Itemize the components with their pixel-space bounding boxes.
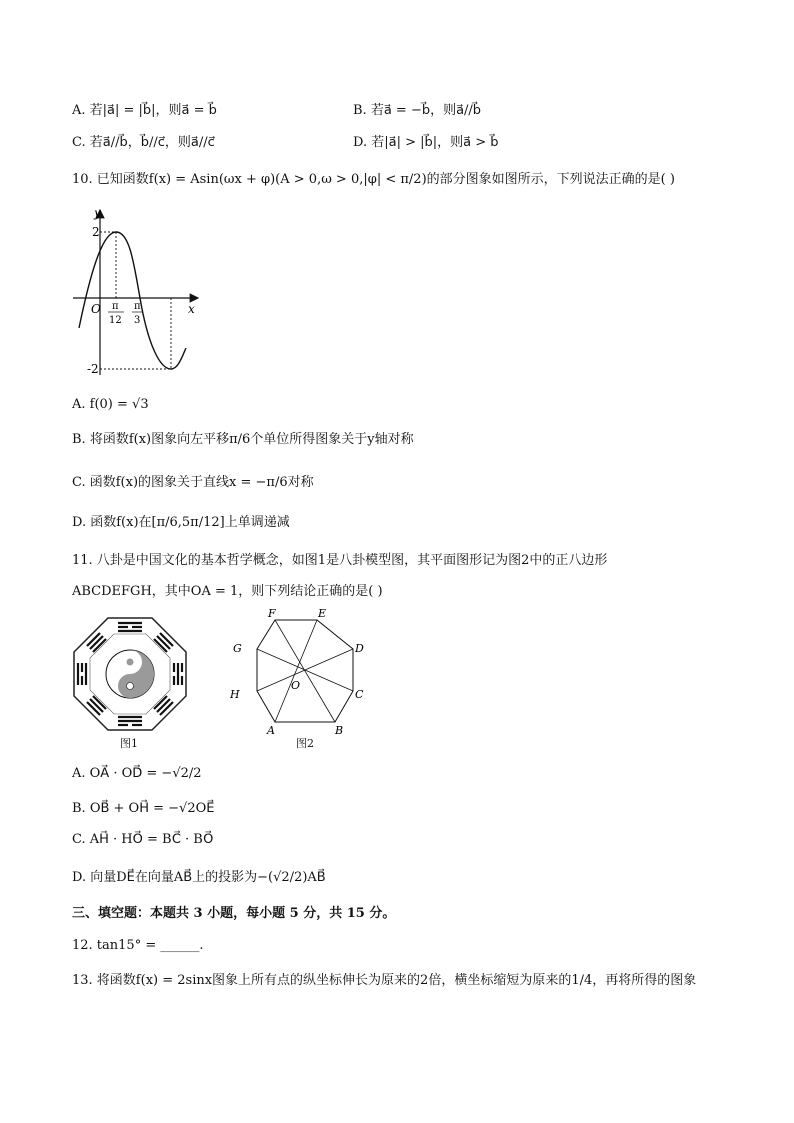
vertex-label-h: H <box>230 688 240 701</box>
tick-x2-numerator: π <box>134 301 141 312</box>
center-label-o: O <box>291 679 301 692</box>
fig2-caption: 图2 <box>296 737 314 750</box>
sine-curve <box>79 232 186 369</box>
vertex-label-b: B <box>335 724 344 736</box>
q10-option-d: D. 函数f(x)在[π/6,5π/12]上单调递减 <box>72 515 290 530</box>
octagon-figure <box>226 604 370 736</box>
q10-stem: 10. 已知函数f(x) = Asin(ωx + φ)(A > 0,ω > 0,|φ| < π/2)的部分图象如图所示，下列说法正确的是( ) <box>72 172 675 187</box>
q11-option-d: D. 向量DE⃗在向量AB⃗上的投影为−(√2/2)AB⃗ <box>72 870 326 885</box>
q10-option-c: C. 函数f(x)的图象关于直线x = −π/6对称 <box>72 475 314 490</box>
q10-sine-graph <box>70 205 210 380</box>
tick-x1-numerator: π <box>112 301 119 312</box>
yin-yang-icon <box>106 650 154 698</box>
x-axis-label: x <box>188 302 195 316</box>
q11-stem-line2: ABCDEFGH，其中OA = 1，则下列结论正确的是( ) <box>72 584 383 599</box>
origin-label: O <box>91 302 101 316</box>
section3-heading: 三、填空题：本题共 3 小题，每小题 5 分，共 15 分。 <box>72 906 396 921</box>
fig1-caption: 图1 <box>120 737 138 750</box>
tick-label-neg2: -2 <box>87 362 99 376</box>
octagon-diagonals <box>257 620 353 722</box>
q9-option-d: D. 若|a⃗| > |b⃗|，则a⃗ > b⃗ <box>353 135 499 150</box>
tick-x1-denominator: 12 <box>109 315 122 326</box>
q11-option-b: B. OB⃗ + OH⃗ = −√2OE⃗ <box>72 801 215 816</box>
q10-option-b: B. 将函数f(x)图象向左平移π/6个单位所得图象关于y轴对称 <box>72 432 414 447</box>
vertex-label-e: E <box>318 607 327 620</box>
q9-option-a: A. 若|a⃗| = |b⃗|，则a⃗ = b⃗ <box>72 103 217 118</box>
vertex-label-a: A <box>267 724 275 736</box>
vertex-label-d: D <box>355 642 364 655</box>
y-axis-label: y <box>94 206 101 220</box>
q9-option-c: C. 若a⃗//b⃗，b⃗//c⃗，则a⃗//c⃗ <box>72 135 215 150</box>
vertex-label-f: F <box>268 607 276 620</box>
tick-label-2: 2 <box>92 225 100 239</box>
q12-stem: 12. tan15° = ______. <box>72 938 204 953</box>
tick-x2-denominator: 3 <box>134 315 141 326</box>
vertex-label-g: G <box>233 642 242 655</box>
q11-option-c: C. AH⃗ · HO⃗ = BC⃗ · BO⃗ <box>72 832 214 847</box>
q11-option-a: A. OA⃗ · OD⃗ = −√2/2 <box>72 766 202 781</box>
bagua-model-figure <box>70 616 190 734</box>
vertex-label-c: C <box>355 688 364 701</box>
q9-option-b: B. 若a⃗ = −b⃗，则a⃗//b⃗ <box>353 103 482 118</box>
q11-stem-line1: 11. 八卦是中国文化的基本哲学概念，如图1是八卦模型图，其平面图形记为图2中的正八边形 <box>72 553 608 568</box>
q13-stem: 13. 将函数f(x) = 2sinx图象上所有点的纵坐标伸长为原来的2倍，横坐标缩短为原来的1/4，再将所得的图象 <box>72 973 697 988</box>
q10-option-a: A. f(0) = √3 <box>72 397 149 412</box>
